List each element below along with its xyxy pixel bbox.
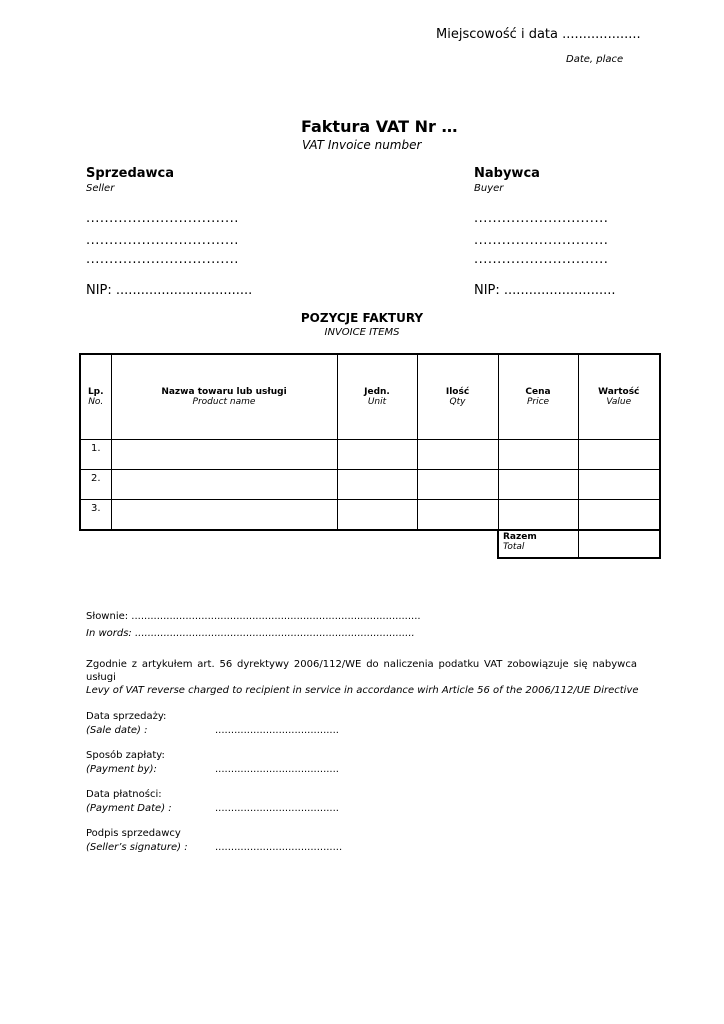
buyer-line[interactable]: ............................. bbox=[474, 211, 609, 226]
value-cell[interactable] bbox=[578, 500, 660, 531]
words-pl[interactable]: Słownie: ........................................................................................... bbox=[86, 611, 421, 622]
buyer-nip[interactable]: NIP: ........................... bbox=[474, 283, 616, 298]
seller-heading-en: Seller bbox=[86, 183, 115, 194]
field-label-en: (Sale date) : bbox=[86, 725, 148, 736]
place-date-label: Miejscowość i data ................... bbox=[436, 27, 641, 42]
field-label-en: (Payment by): bbox=[86, 764, 157, 775]
payment-date-input[interactable]: ....................................... bbox=[215, 803, 339, 814]
vat-note-en: Levy of VAT reverse charged to recipient in service in accordance wirh Article 56 of the 2006/112/UE Directive bbox=[86, 685, 639, 696]
qty-cell[interactable] bbox=[417, 470, 498, 500]
col-header-unit: Jedn. Unit bbox=[337, 354, 417, 440]
buyer-line[interactable]: ............................. bbox=[474, 252, 609, 267]
field-label-en: (Seller’s signature) : bbox=[86, 842, 188, 853]
seller-heading: Sprzedawca bbox=[86, 166, 175, 181]
col-header-value: Wartość Value bbox=[578, 354, 660, 440]
field-label: Sposób zapłaty: bbox=[86, 750, 165, 761]
buyer-heading: Nabywca bbox=[474, 166, 540, 181]
field-label: Podpis sprzedawcy bbox=[86, 828, 181, 839]
buyer-heading-en: Buyer bbox=[474, 183, 504, 194]
price-cell[interactable] bbox=[498, 470, 578, 500]
words-en[interactable]: In words: ........................................................................................ bbox=[86, 628, 415, 639]
total-label: Razem Total bbox=[498, 530, 578, 558]
unit-cell[interactable] bbox=[337, 500, 417, 531]
col-header-no: Lp. No. bbox=[80, 354, 111, 440]
col-header-price: Cena Price bbox=[498, 354, 578, 440]
price-cell[interactable] bbox=[498, 500, 578, 531]
vat-note-pl: Zgodnie z artykułem art. 56 dyrektywy 2006/112/WE do naliczenia podatku VAT zobowiązuje się nabywca usługi bbox=[86, 659, 637, 683]
invoice-items-table bbox=[79, 353, 661, 559]
total-row bbox=[80, 530, 660, 558]
items-heading: POZYCJE FAKTURY bbox=[300, 311, 424, 325]
payment-method-input[interactable]: ....................................... bbox=[215, 764, 339, 775]
seller-line[interactable]: ................................. bbox=[86, 233, 239, 248]
price-cell[interactable] bbox=[498, 440, 578, 470]
items-heading-en: INVOICE ITEMS bbox=[324, 327, 400, 338]
table-row bbox=[80, 440, 660, 470]
value-cell[interactable] bbox=[578, 470, 660, 500]
invoice-title-en: VAT Invoice number bbox=[302, 138, 422, 152]
total-value-cell[interactable] bbox=[578, 530, 660, 558]
buyer-line[interactable]: ............................. bbox=[474, 233, 609, 248]
unit-cell[interactable] bbox=[337, 470, 417, 500]
seller-nip[interactable]: NIP: ................................. bbox=[86, 283, 253, 298]
place-date-en: Date, place bbox=[566, 54, 624, 65]
row-number: 1. bbox=[80, 440, 111, 470]
field-label-en: (Payment Date) : bbox=[86, 803, 172, 814]
seller-line[interactable]: ................................. bbox=[86, 211, 239, 226]
field-label: Data sprzedaży: bbox=[86, 711, 167, 722]
table-row bbox=[80, 470, 660, 500]
row-number: 3. bbox=[80, 500, 111, 531]
field-label: Data płatności: bbox=[86, 789, 162, 800]
seller-line[interactable]: ................................. bbox=[86, 252, 239, 267]
invoice-title: Faktura VAT Nr … bbox=[301, 117, 458, 136]
table-header-row bbox=[80, 354, 660, 440]
value-cell[interactable] bbox=[578, 440, 660, 470]
qty-cell[interactable] bbox=[417, 500, 498, 531]
seller-signature-input[interactable]: ........................................ bbox=[215, 842, 343, 853]
table-row bbox=[80, 500, 660, 531]
col-header-product: Nazwa towaru lub usługi Product name bbox=[111, 354, 337, 440]
product-cell[interactable] bbox=[111, 500, 337, 531]
product-cell[interactable] bbox=[111, 440, 337, 470]
row-number: 2. bbox=[80, 470, 111, 500]
product-cell[interactable] bbox=[111, 470, 337, 500]
unit-cell[interactable] bbox=[337, 440, 417, 470]
col-header-qty: Ilość Qty bbox=[417, 354, 498, 440]
sale-date-input[interactable]: ....................................... bbox=[215, 725, 339, 736]
qty-cell[interactable] bbox=[417, 440, 498, 470]
